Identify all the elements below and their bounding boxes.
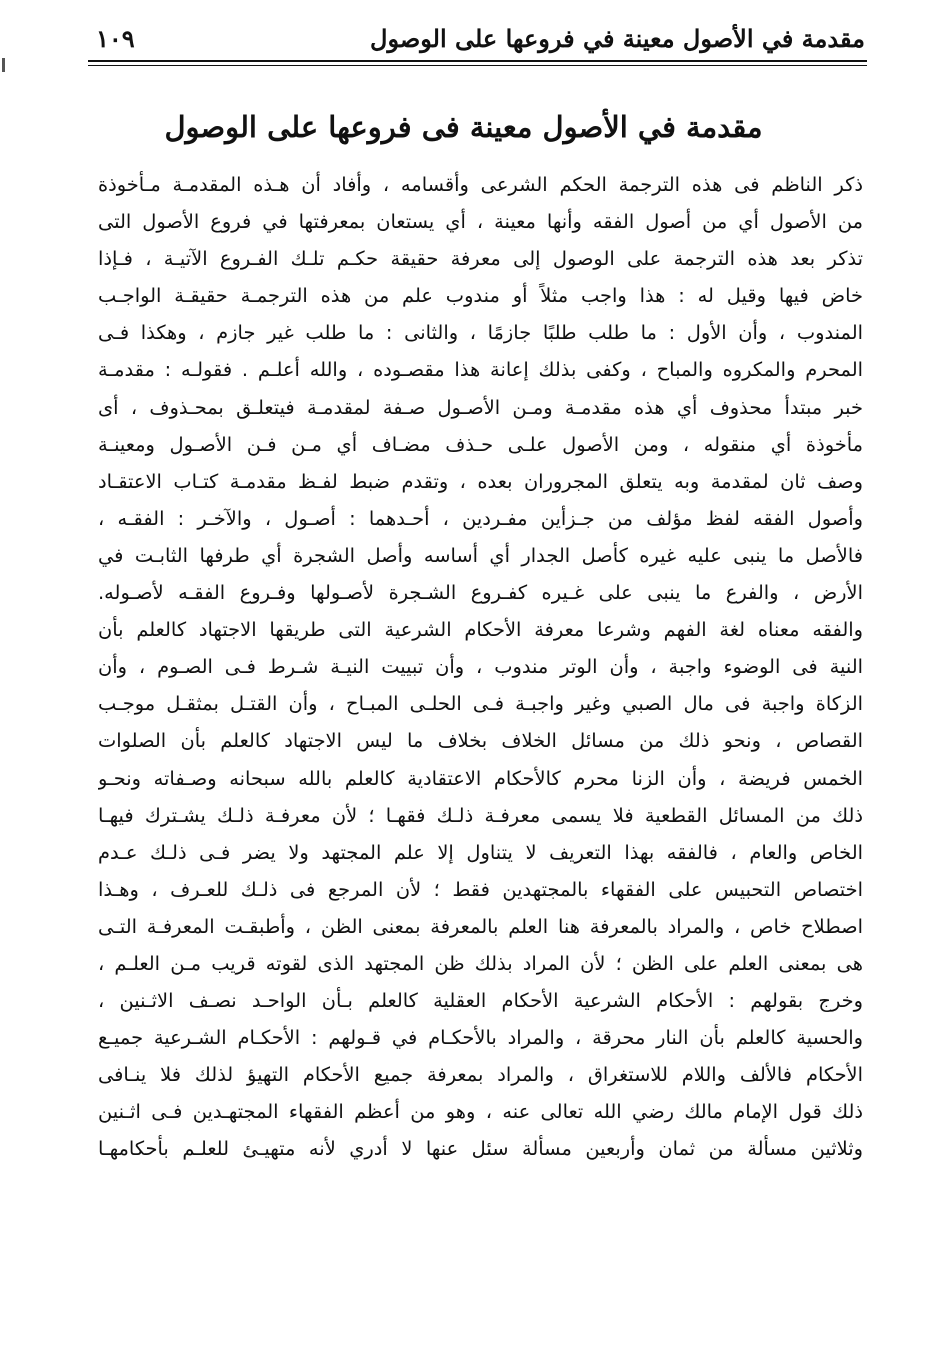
text-line: وخرج بقولهم : الأحكام الشرعية الأحكام العقلية كالعلم بـأن الواحـد نصـف الاثـنين ، bbox=[98, 989, 863, 1013]
text-line: خبر مبتدأ محذوف أي هذه مقدمـة ومـن الأصـول صـفة لمقدمـة فيتعلـق بمحـذوف ، أى bbox=[98, 395, 863, 419]
text-line: والحسية كالعلم بأن النار محرقة ، والمراد بالأحكـام في قـولهم : الأحكـام الشـرعية جميـع bbox=[98, 1026, 863, 1050]
running-title: مقدمة في الأصول معينة في فروعها على الوصول bbox=[370, 23, 865, 53]
text-line: اصطلاح خاص ، والمراد بالمعرفة هنا العلم بالمعرفة بمعنى الظن ، وأطبقـت المعرفـة التـى bbox=[98, 914, 863, 938]
text-line: النية فى الوضوء واجبة ، وأن الوتر مندوب ، وأن تبييت النيـة شـرط فـى الصـوم ، وأن bbox=[98, 655, 863, 679]
text-line: والفقه معناه لغة الفهم وشرعا معرفة الأحكام الشرعية التى طريقها الاجتهاد كالعلم بأن bbox=[98, 618, 863, 642]
text-line: الخمس فريضة ، وأن الزنا محرم كالأحكام الاعتقادية كالعلم بالله سبحانه وصـفاته ونحـو bbox=[98, 766, 863, 790]
chapter-title: مقدمة في الأصول معينة فى فروعها على الوصول bbox=[164, 110, 763, 144]
text-line: المندوب ، وأن الأول : ما طلب طلبًا جازمًا ، والثانى : ما طلب غير جازم ، وهكذا فـى bbox=[98, 321, 863, 345]
text-line: مأخوذة أي منقوله ، ومن الأصول علـى حـذف مضـاف أي مـن فـن الأصـول ومعينـة bbox=[98, 432, 863, 456]
text-line: ذكر الناظم فى هذه الترجمة الحكم الشرعى وأقسامه ، وأفاد أن هـذه المقدمـة مـأخوذة bbox=[98, 173, 863, 196]
text-line: فالأصل ما ينبى عليه غيره كأصل الجدار أي أساسه وأصل الشجرة أي طرفها الثابـت في bbox=[98, 543, 863, 567]
header-rule-thin bbox=[88, 65, 867, 66]
text-line: المحرم والمكروه والمباح ، وكفى بذلك إعانة هذا مقصـوده ، والله أعلـم . فقولـه : مقدمـة bbox=[98, 358, 863, 382]
text-line: الزكاة واجبة فى مال الصبي وغير واجبـة فـى الحلـى المبـاح ، وأن القتـل بمثقـل موجـب bbox=[98, 692, 863, 716]
text-line: تذكر بعد هذه الترجمة على الوصول إلى معرفة حقيقة حكـم تلـك الفـروع الآتيـة ، فـإذا bbox=[98, 247, 863, 271]
text-line: الأحكام فالألف واللام للاستغراق ، والمراد بمعرفة جميع الأحكام التهيؤ لذلك فلا ينـافى bbox=[98, 1063, 863, 1087]
text-line: الأرض ، والفرع ما ينبى على غـيره كفـروع الشـجرة لأصـولها وفـروع الفقـه لأصـوله. bbox=[98, 581, 863, 605]
text-line: وثلاثين مسألة من ثمان وأربعين مسألة سئل عنها لا أدري لأنه متهيـئ للعلـم بأحكامهـا bbox=[98, 1137, 863, 1161]
text-line: اختصاص التحبيس على الفقهاء بالمجتهدين فقط ؛ لأن المرجع فى ذلـك للعـرف ، وهـذا bbox=[98, 877, 863, 901]
text-line: وصف ثان لمقدمة وبه يتعلق المجروران بعده ، وتقدم ضبط لفـظ مقدمـة كتـاب الاعتقـاد bbox=[98, 469, 863, 493]
text-line: وأصول الفقه لفظ مؤلف من جـزأين مفـردين ، أحـدهما : أصـول ، والآخـر : الفقـه ، bbox=[98, 506, 863, 530]
text-line: ذلك من المسائل القطعية فلا يسمى معرفـة ذلـك فقهـا ؛ لأن معرفـة ذلـك يشـترك فيهـا bbox=[98, 803, 863, 827]
text-line: هى بمعنى العلم على الظن ؛ لأن المراد بذلك ظن المجتهد الذى لقوته قريب مـن العلـم ، bbox=[98, 951, 863, 975]
margin-mark bbox=[2, 58, 5, 72]
page-number: ١٠٩ bbox=[96, 23, 135, 53]
text-line: خاض فيها وقيل له : هذا واجب مثلاً أو مندوب علم من هذه الترجمـة حقيقـة الواجـب bbox=[98, 284, 863, 308]
text-line: من الأصول أي من أصول الفقه وأنها معينة ، أي يستعان بمعرفتها في فروع الأصول التى bbox=[98, 210, 863, 234]
text-line: القصاص ، ونحو ذلك من مسائل الخلاف بخلاف ما ليس الاجتهاد كالعلم بأن الصلوات bbox=[98, 729, 863, 753]
body-text bbox=[98, 166, 863, 1168]
text-line: الخاص والعام ، فالفقه بهذا التعريف لا يتناول إلا علم المجتهد ولا يضر فـى ذلـك عـدم bbox=[98, 840, 863, 864]
running-header bbox=[96, 18, 865, 58]
header-rule bbox=[88, 60, 867, 62]
text-line: ذلك قول الإمام مالك رضي الله تعالى عنه ، وهو من أعظم الفقهاء المجتهـدين فـى اثـنين bbox=[98, 1100, 863, 1124]
